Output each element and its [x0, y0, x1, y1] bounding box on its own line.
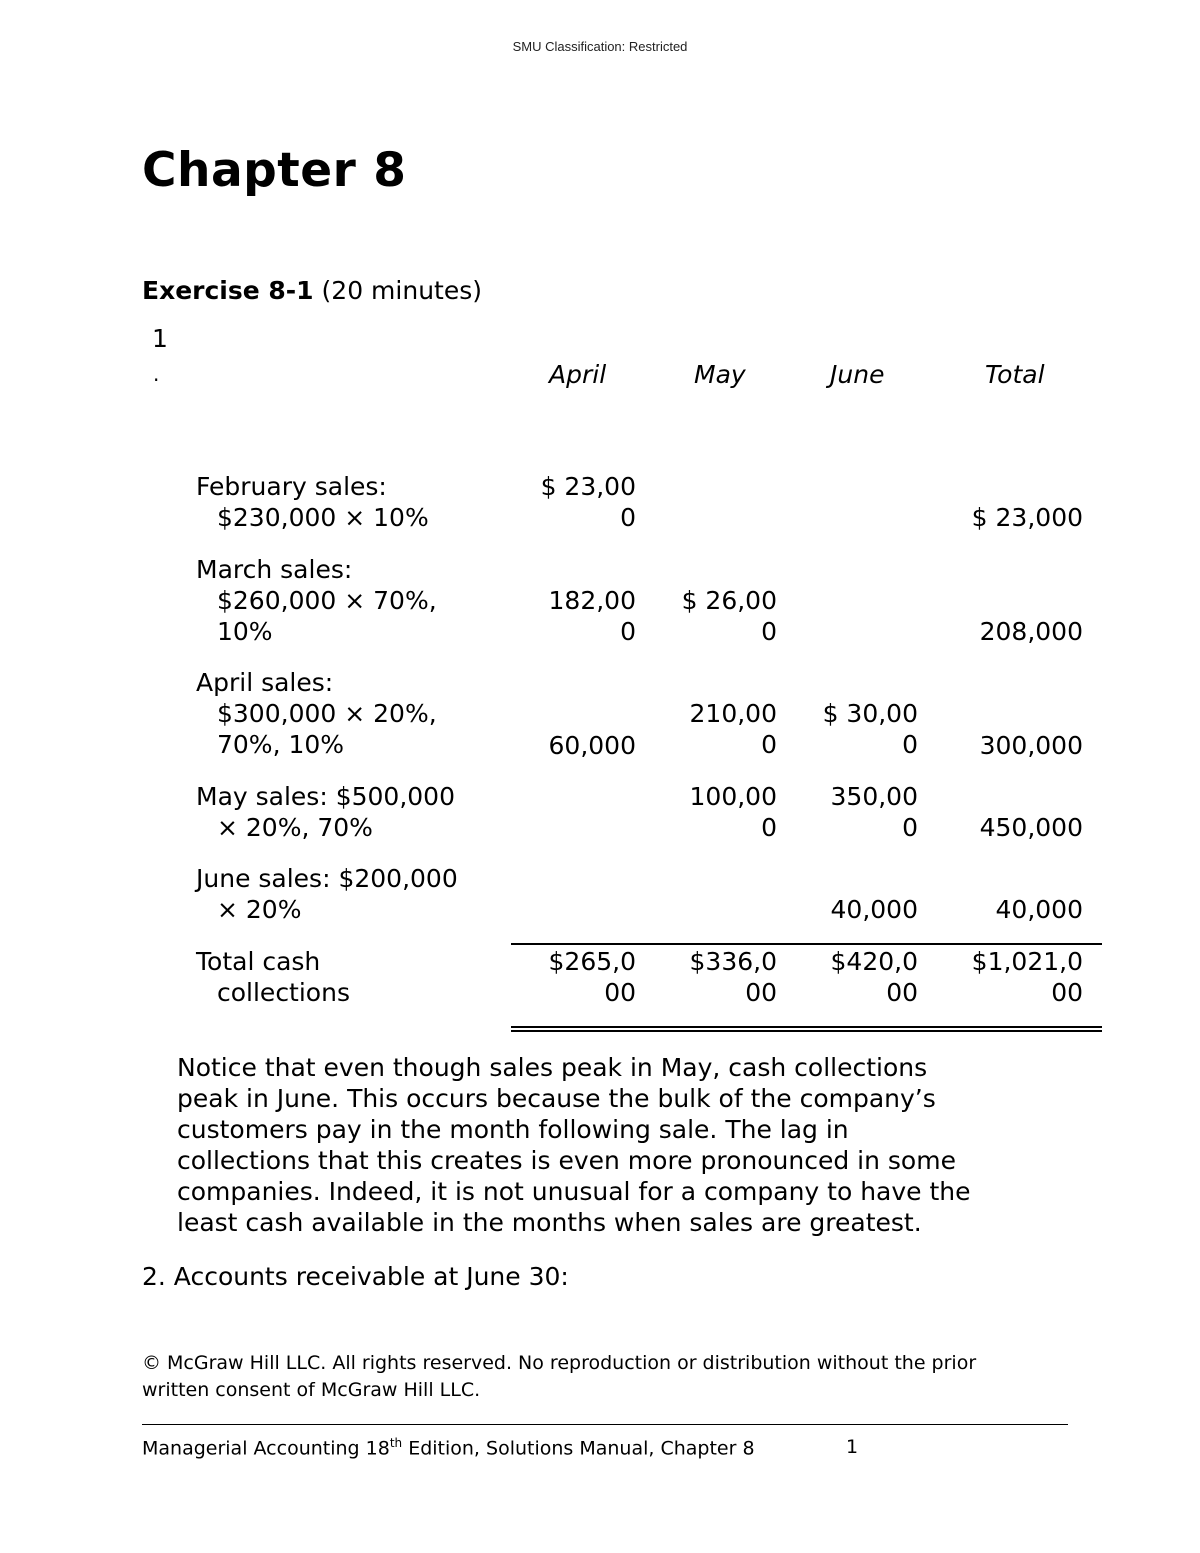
table-cell-total: 450,000 — [979, 813, 1083, 842]
table-cell-june: 350,00 0 — [830, 782, 918, 842]
table-cell-april: $ 23,00 0 — [540, 472, 636, 532]
footer-divider — [142, 1424, 1068, 1425]
column-header-june: June — [830, 360, 885, 389]
total-double-rule-bottom — [511, 1030, 1102, 1032]
table-cell-may: $336,0 00 — [689, 947, 777, 1007]
copyright-notice: © McGraw Hill LLC. All rights reserved. No reproduction or distribution without the prior written consent of McGraw Hill LLC. — [142, 1352, 977, 1401]
exercise-duration: (20 minutes) — [321, 276, 483, 305]
part-1-number: 1 — [152, 324, 168, 353]
column-header-may: May — [694, 360, 746, 389]
table-cell-june: $ 30,00 0 — [822, 699, 918, 759]
table-cell-total: 300,000 — [979, 731, 1083, 760]
column-header-april: April — [549, 360, 607, 389]
table-cell-april: $265,0 00 — [548, 947, 636, 1007]
table-row-label: March sales: $260,000 × 70%, 10% — [196, 555, 437, 646]
table-row-label: May sales: $500,000 × 20%, 70% — [196, 782, 455, 842]
table-cell-june: 40,000 — [830, 895, 918, 924]
table-cell-april: 60,000 — [548, 731, 636, 760]
part-1-period: . — [153, 362, 160, 386]
chapter-title: Chapter 8 — [142, 143, 407, 198]
classification-header: SMU Classification: Restricted — [512, 39, 688, 54]
column-header-total: Total — [985, 360, 1045, 389]
notice-paragraph: Notice that even though sales peak in May, cash collections peak in June. This occurs because the bulk of the company’s customers pay in the month following sale. The lag in collections that this creates is even more pronounced in some companies. Indeed, it is not unusual for a company to have the least cash available in the months when sales are greatest. — [177, 1053, 971, 1237]
table-cell-total: 208,000 — [979, 617, 1083, 646]
table-cell-may: 100,00 0 — [689, 782, 777, 842]
table-cell-may: 210,00 0 — [689, 699, 777, 759]
table-cell-total: $ 23,000 — [971, 503, 1083, 532]
table-cell-total: $1,021,0 00 — [971, 947, 1083, 1007]
table-cell-june: $420,0 00 — [830, 947, 918, 1007]
page-number: 1 — [846, 1436, 859, 1458]
table-row-label: April sales: $300,000 × 20%, 70%, 10% — [196, 668, 437, 759]
exercise-title: Exercise 8-1 — [142, 276, 314, 305]
footer-text: Managerial Accounting 18th Edition, Solutions Manual, Chapter 8 — [142, 1436, 755, 1460]
table-row-label: Total cash collections — [196, 947, 350, 1007]
table-cell-may: $ 26,00 0 — [681, 586, 777, 646]
table-row-label: June sales: $200,000 × 20% — [196, 864, 458, 924]
total-double-rule-top — [511, 1026, 1102, 1028]
table-cell-april: 182,00 0 — [548, 586, 636, 646]
exercise-heading — [142, 276, 482, 305]
subtotal-rule — [511, 943, 1102, 945]
part-2-heading: 2. Accounts receivable at June 30: — [142, 1262, 569, 1291]
table-cell-total: 40,000 — [995, 895, 1083, 924]
table-row-label: February sales: $230,000 × 10% — [196, 472, 429, 532]
